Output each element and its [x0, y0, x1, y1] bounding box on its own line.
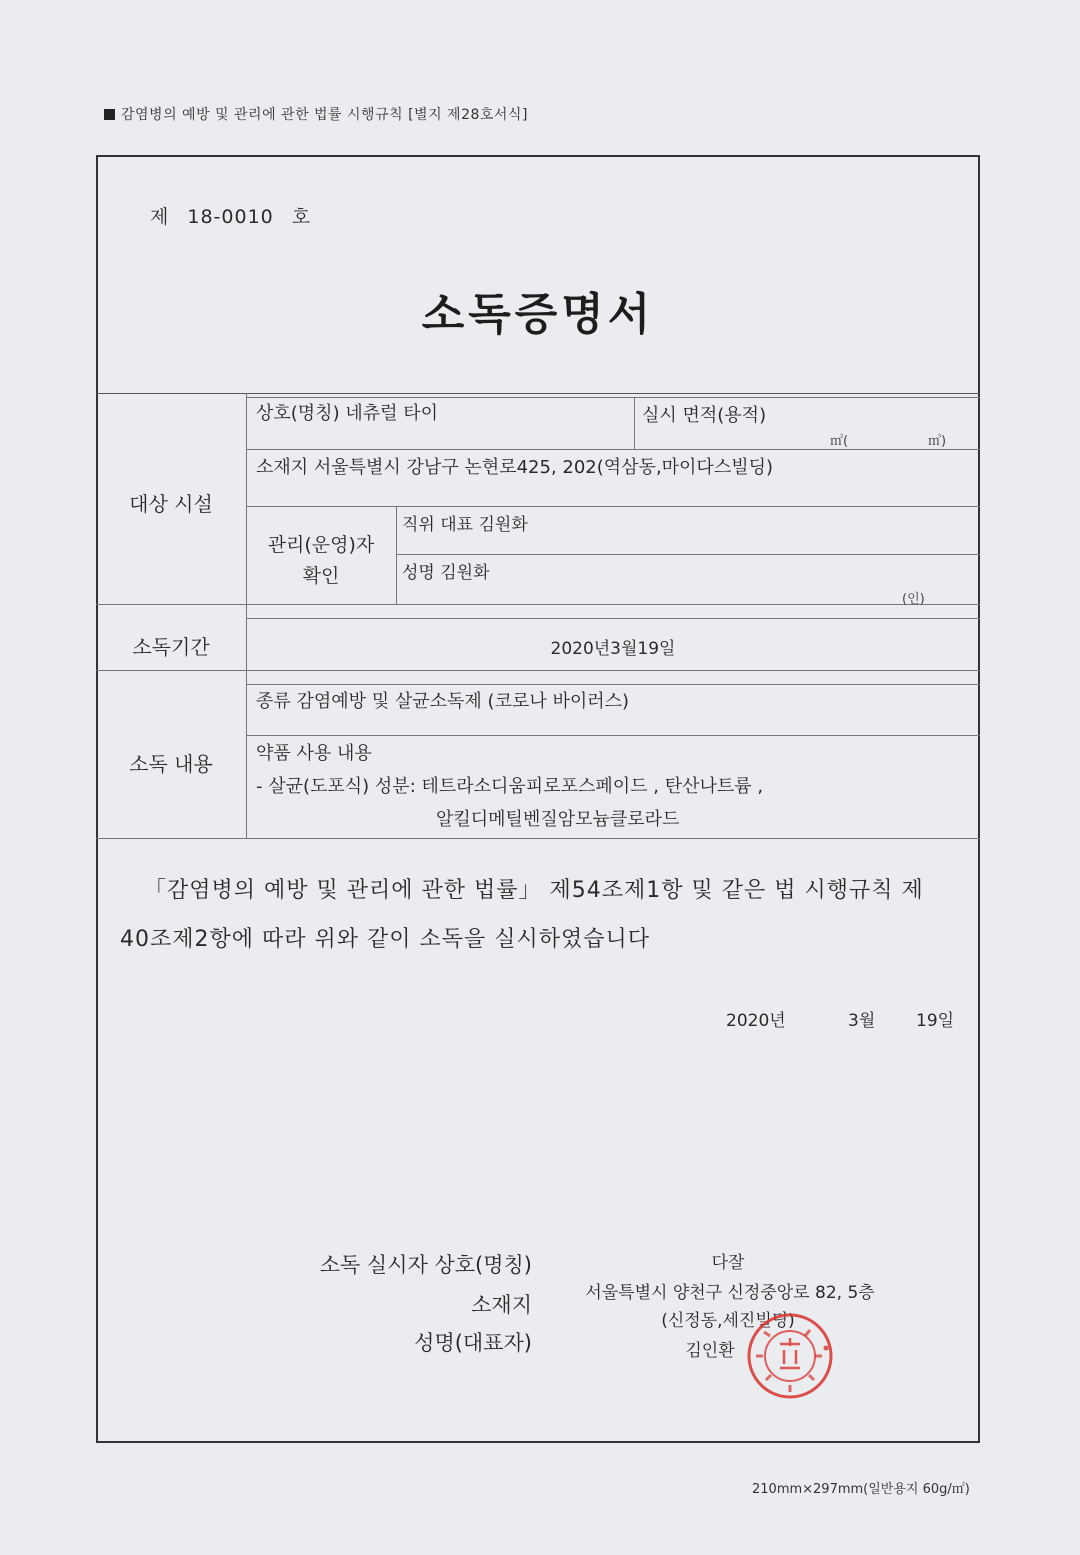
form-reference [104, 104, 528, 124]
period-label: 소독기간 [132, 635, 210, 659]
manager-label-line1: 관리(운영)자 [267, 534, 375, 556]
period-value: 2020년3월19일 [550, 639, 676, 659]
doc-number-value: 18-0010 [187, 206, 274, 228]
issue-date-month: 3월 [848, 1011, 876, 1031]
signer-rep-name: 김인환 [685, 1341, 735, 1361]
area-column-line [634, 397, 635, 449]
signer-company-label: 소독 실시자 상호(명칭) [319, 1253, 532, 1277]
seal-mark-placeholder: (인) [902, 592, 925, 607]
table-top-inner-line [246, 397, 980, 398]
company-seal-stamp [744, 1310, 836, 1402]
doc-number-suffix: 호 [291, 206, 312, 228]
area-unit-cubic-meter: ㎥) [928, 434, 947, 449]
area-unit-square-meter: ㎡( [830, 434, 849, 449]
manager-position: 직위 대표 김원화 [402, 515, 528, 535]
table-top-line [96, 393, 980, 394]
chemical-label: 약품 사용 내용 [256, 743, 372, 764]
facility-section-label: 대상 시설 [129, 492, 213, 516]
facility-address: 소재지 서울특별시 강남구 논현로425, 202(역삼동,마이다스빌딩) [256, 457, 774, 478]
paper-spec-footer: 210mm×297mm(일반용지 60g/㎡) [752, 1482, 970, 1497]
facility-name: 상호(명칭) 네츄럴 타이 [256, 403, 438, 424]
issue-date-day: 19일 [916, 1011, 955, 1031]
signer-address-line1: 서울특별시 양천구 신정중앙로 82, 5층 [585, 1283, 875, 1303]
doc-number-prefix: 제 [150, 206, 170, 228]
chemical-ingredients-line1: - 살균(도포식) 성분: 테트라소디움피로포스페이드 , 탄산나트륨 , [256, 776, 764, 797]
manager-label-line2: 확인 [302, 565, 340, 587]
seal-dot [824, 1346, 829, 1351]
row-divider-position [396, 554, 980, 555]
row-divider-type [246, 735, 980, 736]
signer-address-label: 소재지 [471, 1293, 532, 1317]
page-title: 소독증명서 [421, 289, 655, 340]
square-bullet-icon [104, 109, 115, 120]
content-section-label: 소독 내용 [129, 752, 213, 776]
chemical-ingredients-line2: 알킬디메틸벤질암모늄클로라드 [436, 809, 680, 830]
label-column-line [246, 393, 247, 838]
issue-date-year: 2020년 [726, 1011, 786, 1031]
section-divider-facility [96, 604, 980, 605]
row-divider-address [246, 506, 980, 507]
form-reference-text: 감염병의 예방 및 관리에 관한 법률 시행규칙 [별지 제28호서식] [121, 107, 528, 123]
statement-line1: 「감염병의 예방 및 관리에 관한 법률」 제54조제1항 및 같은 법 시행규칙 제 [144, 878, 924, 903]
signer-address-line2: (신정동,세진빌딩) [661, 1311, 795, 1331]
section-divider-content [96, 838, 980, 839]
manager-column-line [396, 506, 397, 604]
manager-name: 성명 김원화 [402, 563, 490, 583]
statement-line2: 40조제2항에 따라 위와 같이 소독을 실시하였습니다 [120, 927, 650, 952]
seal-center-mark [780, 1338, 800, 1368]
content-top-line [246, 684, 980, 685]
area-label: 실시 면적(용적) [642, 405, 767, 426]
section-divider-period [96, 670, 980, 671]
period-top-line [246, 618, 980, 619]
document-number [150, 202, 329, 229]
disinfectant-type: 종류 감염예방 및 살균소독제 (코로나 바이러스) [256, 691, 630, 712]
row-divider-name [246, 449, 980, 450]
signer-company: 다잘 [711, 1253, 745, 1273]
signer-rep-label: 성명(대표자) [414, 1331, 532, 1355]
